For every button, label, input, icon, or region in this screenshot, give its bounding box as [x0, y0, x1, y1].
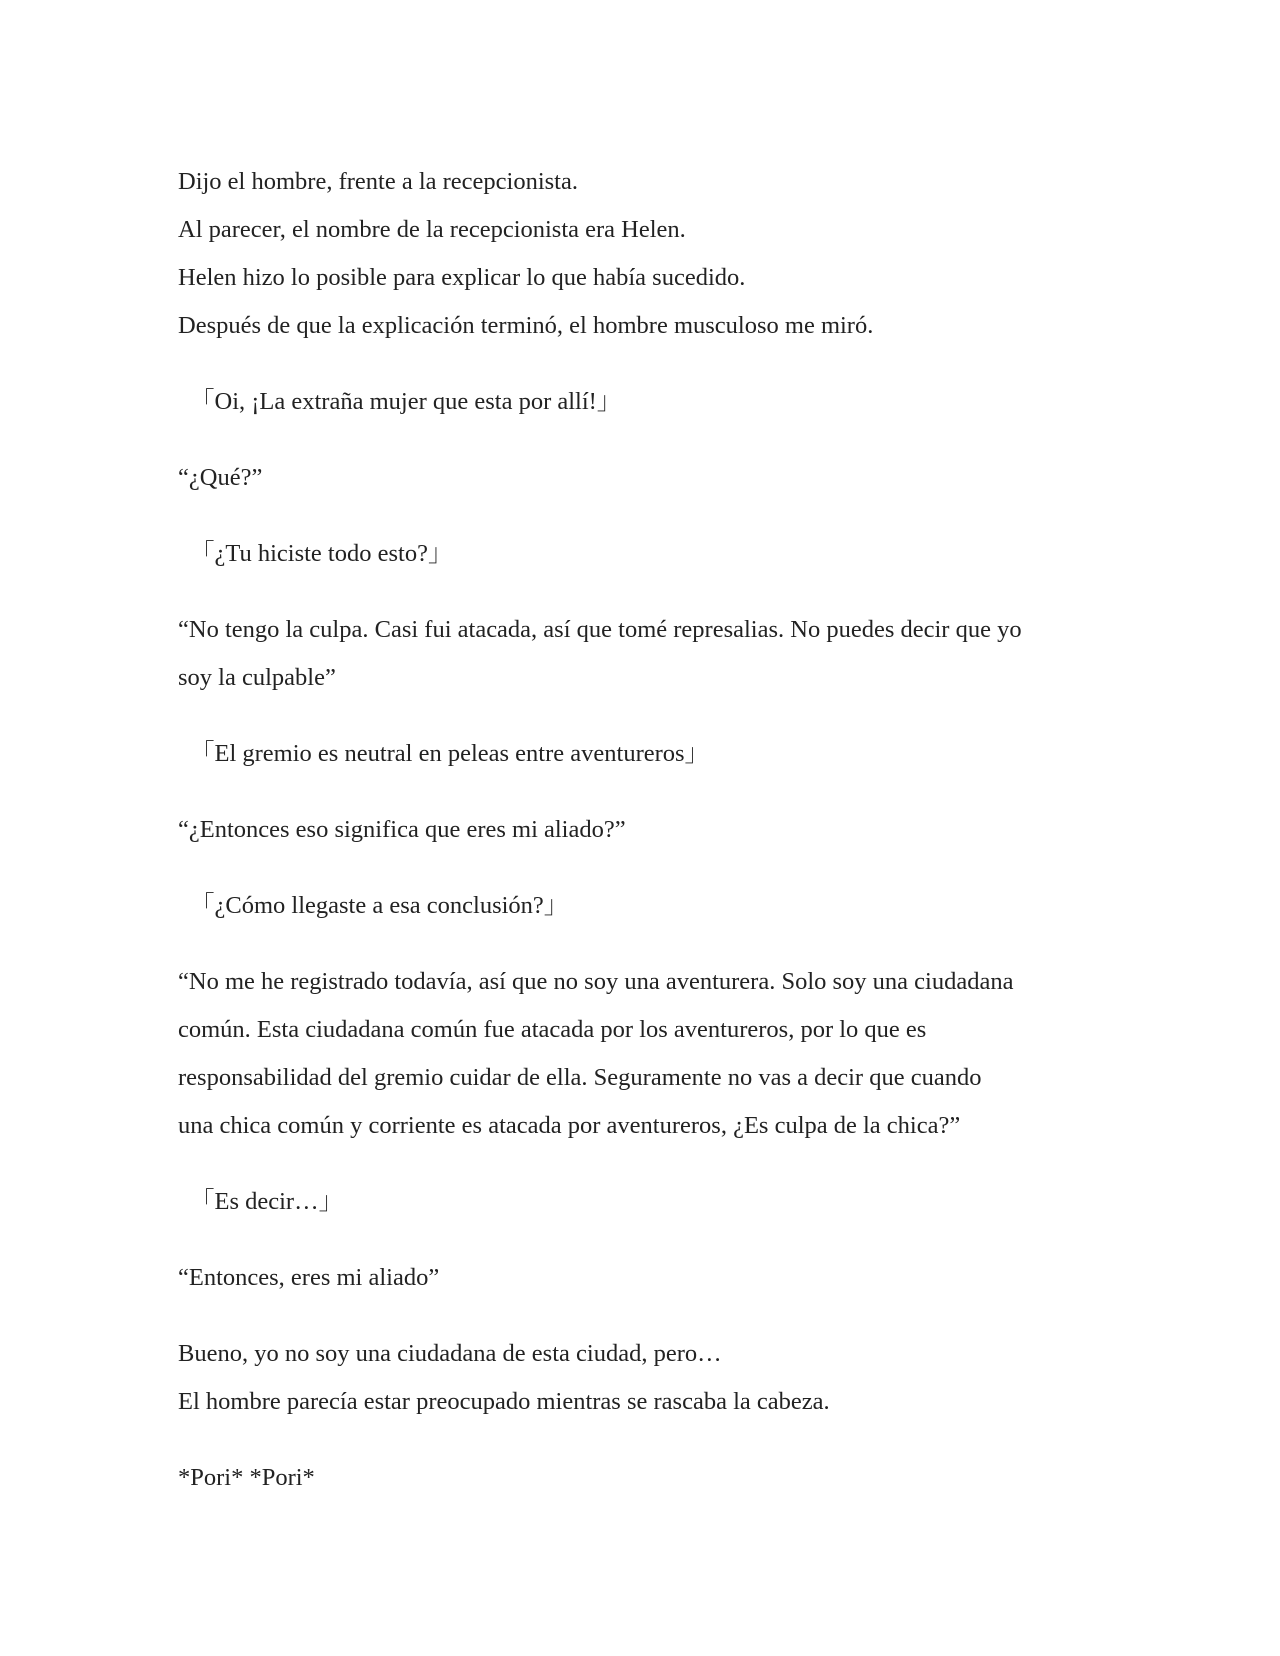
paragraph-gap [178, 350, 1118, 378]
paragraph-gap [178, 854, 1118, 882]
paragraph-gap [178, 1226, 1118, 1254]
dialogue-line: 「Oi, ¡La extraña mujer que esta por allí!」 [190, 388, 622, 415]
dialogue-line: responsabilidad del gremio cuidar de ella. Seguramente no vas a decir que cuando [178, 1064, 982, 1091]
dialogue-line: 「¿Cómo llegaste a esa conclusión?」 [190, 892, 569, 919]
dialogue-line: “No me he registrado todavía, así que no soy una aventurera. Solo soy una ciudadana [178, 968, 1014, 995]
narration-line: Dijo el hombre, frente a la recepcionista. [178, 168, 578, 195]
narration-line: Después de que la explicación terminó, el hombre musculoso me miró. [178, 312, 874, 339]
paragraph-gap [178, 702, 1118, 730]
paragraph-gap [178, 778, 1118, 806]
dialogue-line: “Entonces, eres mi aliado” [178, 1264, 440, 1291]
dialogue-line: soy la culpable” [178, 664, 336, 691]
narration-line: Al parecer, el nombre de la recepcionista era Helen. [178, 216, 686, 243]
paragraph-gap [178, 502, 1118, 530]
dialogue-line: 「¿Tu hiciste todo esto?」 [190, 540, 453, 567]
paragraph-gap [178, 426, 1118, 454]
dialogue-line: “¿Entonces eso significa que eres mi aliado?” [178, 816, 626, 843]
paragraph-gap [178, 1426, 1118, 1454]
narration-line: El hombre parecía estar preocupado mientras se rascaba la cabeza. [178, 1388, 830, 1415]
dialogue-line: una chica común y corriente es atacada por aventureros, ¿Es culpa de la chica?” [178, 1112, 961, 1139]
paragraph-gap [178, 930, 1118, 958]
dialogue-line: “No tengo la culpa. Casi fui atacada, así que tomé represalias. No puedes decir que yo [178, 616, 1022, 643]
narration-line: Bueno, yo no soy una ciudadana de esta ciudad, pero… [178, 1340, 722, 1367]
dialogue-line: “¿Qué?” [178, 464, 263, 491]
document-page [178, 158, 1118, 1502]
narration-line: Helen hizo lo posible para explicar lo que había sucedido. [178, 264, 746, 291]
dialogue-line: común. Esta ciudadana común fue atacada por los aventureros, por lo que es [178, 1016, 927, 1043]
paragraph-gap [178, 578, 1118, 606]
paragraph-gap [178, 1150, 1118, 1178]
paragraph-gap [178, 1302, 1118, 1330]
dialogue-line: 「El gremio es neutral en peleas entre aventureros」 [190, 740, 710, 767]
sound-effect-line: *Pori* *Pori* [178, 1464, 315, 1491]
dialogue-line: 「Es decir…」 [190, 1188, 344, 1215]
